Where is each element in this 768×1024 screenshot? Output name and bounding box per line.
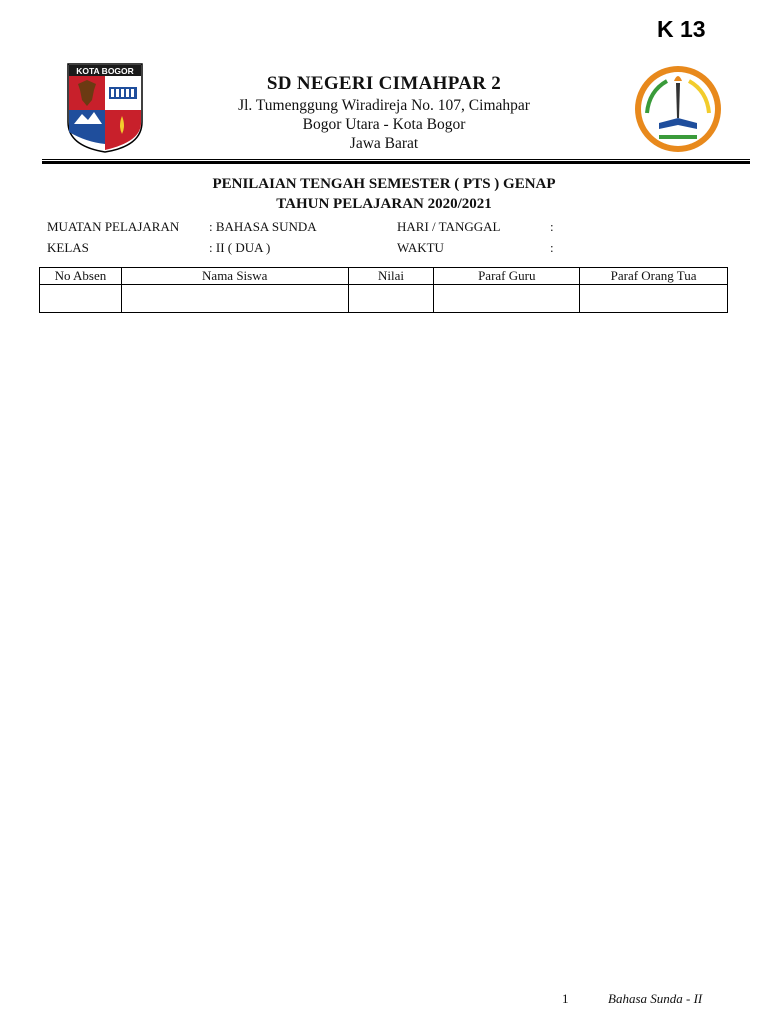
col-nilai: Nilai — [348, 268, 434, 285]
paraf-orang-tua-cell[interactable] — [580, 285, 728, 313]
nilai-cell[interactable] — [348, 285, 434, 313]
letterhead — [140, 72, 628, 153]
col-paraf-orang-tua: Paraf Orang Tua — [580, 268, 728, 285]
day-date-label: HARI / TANGGAL — [397, 219, 501, 234]
header-divider-thin — [42, 159, 750, 160]
school-name: SD NEGERI CIMAHPAR 2 — [266, 73, 502, 94]
address-line-2: Bogor Utara - Kota Bogor — [302, 116, 466, 133]
day-date-value: : — [550, 219, 554, 234]
page-number: 1 — [562, 991, 569, 1006]
exam-title — [42, 174, 726, 214]
student-score-table — [39, 267, 728, 313]
class-label: KELAS — [47, 240, 89, 255]
school-emblem-icon — [629, 63, 727, 155]
class-value: : II ( DUA ) — [209, 240, 271, 255]
exam-title-line-2: TAHUN PELAJARAN 2020/2021 — [276, 196, 492, 212]
exam-title-line-1: PENILAIAN TENGAH SEMESTER ( PTS ) GENAP — [212, 176, 556, 192]
address-line-3: Jawa Barat — [349, 135, 419, 152]
address-line-1: Jl. Tumenggung Wiradireja No. 107, Cimahpar — [238, 97, 530, 114]
table-header-row — [40, 268, 728, 285]
col-paraf-guru: Paraf Guru — [434, 268, 580, 285]
paraf-guru-cell[interactable] — [434, 285, 580, 313]
col-no-absen: No Absen — [40, 268, 122, 285]
time-value: : — [550, 240, 554, 255]
table-row — [40, 285, 728, 313]
kota-bogor-emblem-icon — [66, 62, 144, 154]
col-nama-siswa: Nama Siswa — [121, 268, 348, 285]
footer-subject: Bahasa Sunda - II — [608, 991, 703, 1006]
header-divider-thick — [42, 161, 750, 164]
emblem-text: KOTA BOGOR — [76, 66, 134, 76]
time-label: WAKTU — [397, 240, 444, 255]
nama-siswa-cell[interactable] — [121, 285, 348, 313]
no-absen-cell[interactable] — [40, 285, 122, 313]
subject-label: MUATAN PELAJARAN — [47, 219, 180, 234]
curriculum-badge: K 13 — [657, 16, 706, 42]
subject-value: : BAHASA SUNDA — [209, 219, 317, 234]
